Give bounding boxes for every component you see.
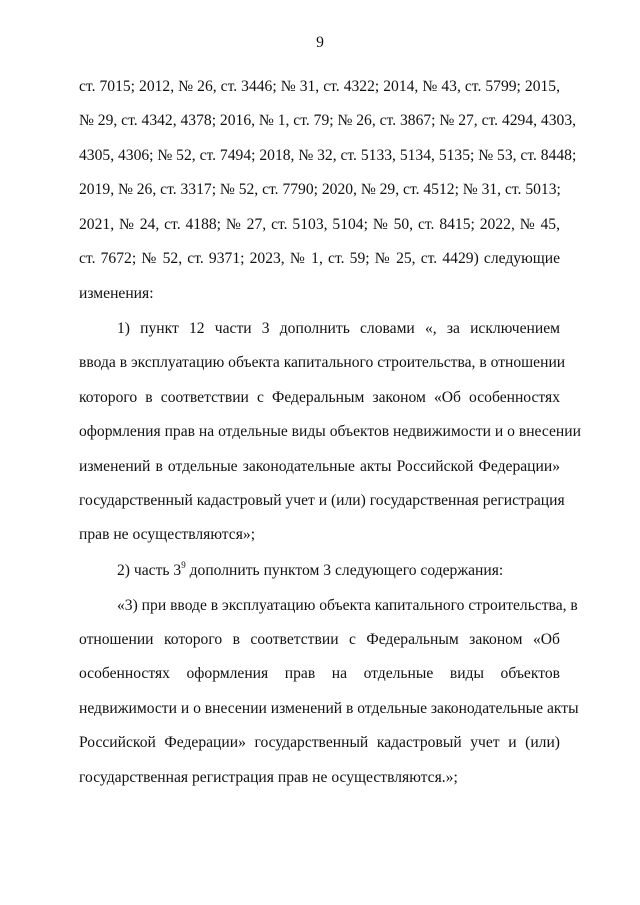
citation-line: 2021, № 24, ст. 4188; № 27, ст. 5103, 5104; № 50, ст. 8415; 2022, № 45, bbox=[79, 216, 560, 233]
item2-text: 2) часть 3 bbox=[117, 562, 182, 579]
item2-text-rest: дополнить пунктом 3 следующего содержания: bbox=[185, 562, 504, 579]
item3-line: недвижимости и о внесении изменений в отдельные законодательные акты bbox=[79, 700, 579, 717]
item1-line: 1) пункт 12 части 3 дополнить словами «, за исключением bbox=[117, 320, 560, 337]
item1-line: оформления прав на отдельные виды объектов недвижимости и о внесении bbox=[79, 423, 581, 440]
citation-line: 4305, 4306; № 52, ст. 7494; 2018, № 32, ст. 5133, 5134, 5135; № 53, ст. 8448; bbox=[79, 147, 577, 164]
item1-line: ввода в эксплуатацию объекта капитального строительства, в отношении bbox=[79, 354, 566, 371]
citation-line: изменения: bbox=[79, 285, 154, 302]
item1-line: прав не осуществляются»; bbox=[79, 526, 256, 543]
item3-line: «3) при вводе в эксплуатацию объекта капитального строительства, в bbox=[117, 597, 578, 614]
item3-line: особенностях оформления прав на отдельные виды объектов bbox=[79, 665, 560, 682]
item3-line: Российской Федерации» государственный кадастровый учет и (или) bbox=[79, 734, 560, 751]
citation-line: № 29, ст. 4342, 4378; 2016, № 1, ст. 79; № 26, ст. 3867; № 27, ст. 4294, 4303, bbox=[79, 112, 577, 129]
item3-line: отношении которого в соответствии с Федеральным законом «Об bbox=[79, 631, 560, 648]
item1-line: изменений в отдельные законодательные акты Российской Федерации» bbox=[79, 458, 560, 475]
citation-line: 2019, № 26, ст. 3317; № 52, ст. 7790; 2020, № 29, ст. 4512; № 31, ст. 5013; bbox=[79, 181, 561, 198]
item1-line: государственный кадастровый учет и (или) государственная регистрация bbox=[79, 492, 565, 509]
item2-superscript: 9 bbox=[181, 560, 186, 570]
page-number: 9 bbox=[316, 34, 324, 51]
item1-line: которого в соответствии с Федеральным законом «Об особенностях bbox=[79, 389, 560, 406]
citation-line: ст. 7672; № 52, ст. 9371; 2023, № 1, ст. 59; № 25, ст. 4429) следующие bbox=[79, 250, 560, 267]
item3-line: государственная регистрация прав не осуществляются.»; bbox=[79, 769, 458, 786]
citation-line: ст. 7015; 2012, № 26, ст. 3446; № 31, ст. 4322; 2014, № 43, ст. 5799; 2015, bbox=[79, 78, 560, 95]
item2-line bbox=[117, 561, 560, 582]
